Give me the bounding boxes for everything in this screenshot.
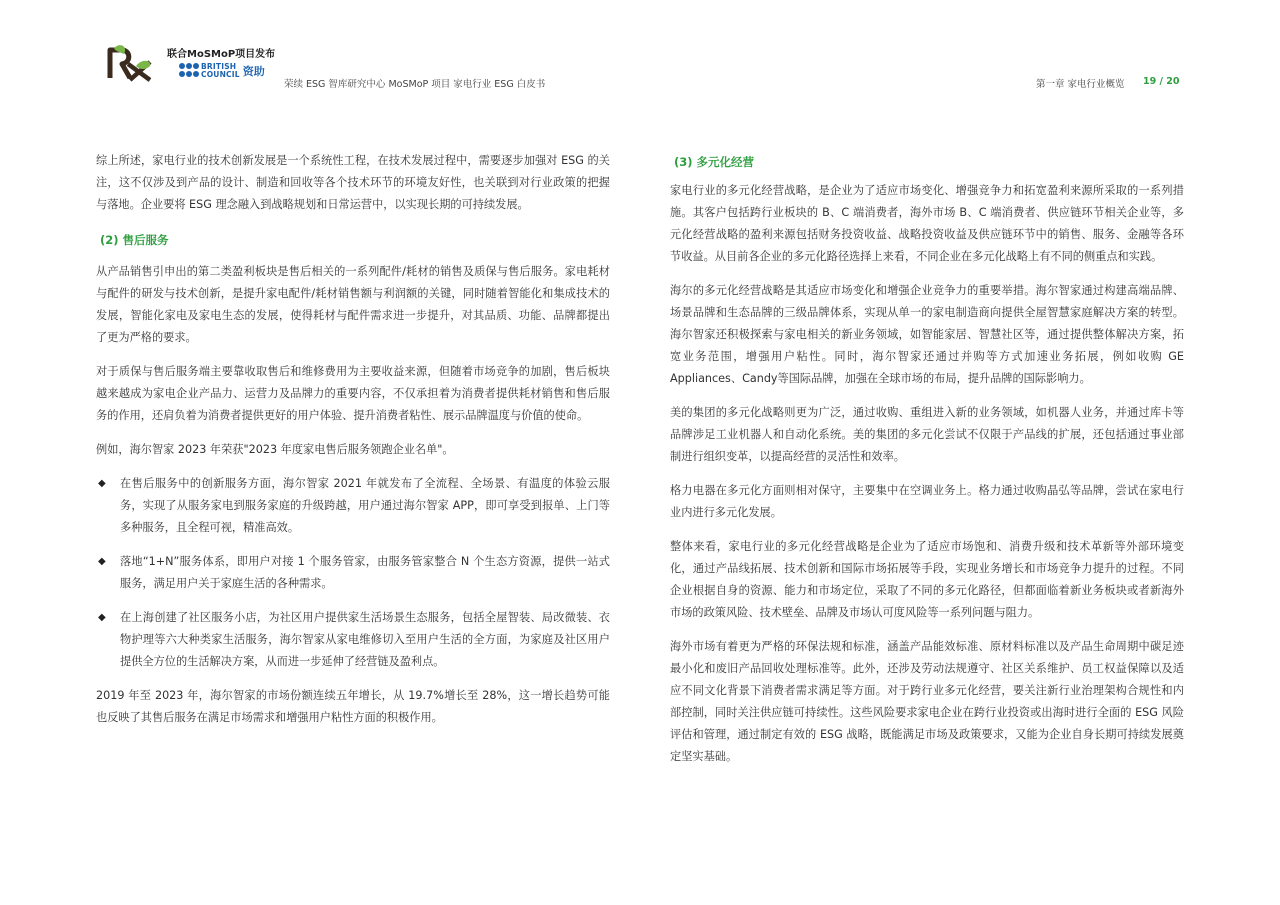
bullet-item bbox=[96, 473, 610, 539]
bullet-text: 落地“1+N”服务体系，即用户对接 1 个服务管家，由服务管家整合 N 个生态方资源，提供一站式服务，满足用户关于家庭生活的各种需求。 bbox=[120, 555, 610, 590]
paragraph: 例如，海尔智家 2023 年荣获"2023 年度家电售后服务领跑企业名单"。 bbox=[96, 443, 454, 456]
paragraph: 对于质保与售后服务端主要靠收取售后和维修费用为主要收益来源，但随着市场竞争的加剧，售后板块越来越成为家电企业产品力、运营力及品牌力的重要内容，不仅承担着为消费者提供耗材销售和售后服务的作用，还肩负着为消费者提供更好的用户体验、提升消费者粘性、展示品牌温度与价值的使命。 bbox=[96, 365, 610, 422]
right-column bbox=[670, 150, 1184, 780]
british-council-logo bbox=[179, 63, 265, 79]
left-column bbox=[96, 150, 610, 741]
section-heading-diversification: (3) 多元化经营 bbox=[674, 155, 755, 169]
funder-label: 资助 bbox=[242, 65, 265, 78]
paragraph: 从产品销售引申出的第二类盈利板块是售后相关的一系列配件/耗材的销售及质保与售后服务。家电耗材与配件的研发与技术创新，是提升家电配件/耗材销售额与利润额的关键，同时随着智能化和集成技术的发展，智能化家电及家电生态的发展，使得耗材与配件需求进一步提升，对其品质、功能、品牌都提出了更为严格的要求。 bbox=[96, 265, 610, 344]
rx-logo-icon bbox=[106, 44, 154, 82]
paragraph: 2019 年至 2023 年，海尔智家的市场份额连续五年增长，从 19.7%增长至 28%，这一增长趋势可能也反映了其售后服务在满足市场需求和增强用户粘性方面的积极作用。 bbox=[96, 689, 610, 724]
diamond-bullet-icon: ◆ bbox=[98, 556, 106, 567]
paragraph: 海外市场有着更为严格的环保法规和标准，涵盖产品能效标准、原材料标准以及产品生命周期中碳足迹最小化和废旧产品回收处理标准等。此外，还涉及劳动法规遵守、社区关系维护、员工权益保障以及适应不同文化背景下消费者需求满足等方面。对于跨行业多元化经营，要关注新行业治理架构合规性和内部控制，同时关注供应链可持续性。这些风险要求家电企业在跨行业投资或出海时进行全面的 ESG 风险评估和管理，通过制定有效的 ESG 战略，既能满足市场及政策要求，又能为企业自身长期可持续发展奠定坚实基础。 bbox=[670, 640, 1184, 763]
diamond-bullet-icon: ◆ bbox=[98, 612, 106, 623]
section-heading-after-sales: (2) 售后服务 bbox=[100, 233, 169, 247]
british-council-dots-icon bbox=[179, 63, 199, 79]
chapter-title: 第一章 家电行业概览 bbox=[1036, 79, 1125, 90]
publish-label: 联合MoSMoP项目发布 bbox=[167, 49, 276, 60]
bullet-list bbox=[96, 473, 610, 673]
bullet-text: 在上海创建了社区服务小店，为社区用户提供家生活场景生态服务，包括全屋智装、局改微装、衣物护理等六大种类家生活服务，海尔智家从家电维修切入至用户生活的全方面，为家庭及社区用户提供全方位的生活解决方案，从而进一步延伸了经营链及盈利点。 bbox=[120, 611, 610, 668]
paragraph: 家电行业的多元化经营战略，是企业为了适应市场变化、增强竞争力和拓宽盈利来源所采取的一系列措施。其客户包括跨行业板块的 B、C 端消费者，海外市场 B、C 端消费者、供应链环节相关企业等，多元化经营战略的盈利来源包括财务投资收益、战略投资收益及供应链环节中的销售、服务、金融等各环节收益。从目前各企业的多元化路径选择上来看，不同企业在多元化战略上有不同的侧重点和实践。 bbox=[670, 184, 1184, 263]
paragraph: 海尔的多元化经营战略是其适应市场变化和增强企业竞争力的重要举措。海尔智家通过构建高端品牌、场景品牌和生态品牌的三级品牌体系，实现从单一的家电制造商向提供全屋智慧家庭解决方案的转型。海尔智家还积极探索与家电相关的新业务领域，如智能家居、智慧社区等，通过提供整体解决方案，拓宽业务范围，增强用户粘性。同时，海尔智家还通过并购等方式加速业务拓展，例如收购 GE Appliances、Candy等国际品牌，加强在全球市场的布局，提升品牌的国际影响力。 bbox=[670, 284, 1184, 385]
page-header bbox=[0, 0, 1280, 110]
page-number: 19 / 20 bbox=[1143, 76, 1180, 87]
bullet-item bbox=[96, 551, 610, 595]
bullet-item bbox=[96, 607, 610, 673]
paragraph: 整体来看，家电行业的多元化经营战略是企业为了适应市场饱和、消费升级和技术革新等外部环境变化，通过产品线拓展、技术创新和国际市场拓展等手段，实现业务增长和市场竞争力提升的过程。不同企业根据自身的资源、能力和市场定位，采取了不同的多元化路径，但都面临着新业务板块或者新海外市场的政策风险、技术壁垒、品牌及市场认可度风险等一系列问题与阻力。 bbox=[670, 540, 1184, 619]
diamond-bullet-icon: ◆ bbox=[98, 478, 106, 489]
document-subtitle: 荣续 ESG 智库研究中心 MoSMoP 项目 家电行业 ESG 白皮书 bbox=[284, 79, 546, 90]
intro-paragraph: 综上所述，家电行业的技术创新发展是一个系统性工程，在技术发展过程中，需要逐步加强对 ESG 的关注，这不仅涉及到产品的设计、制造和回收等各个技术环节的环境友好性，也关联到对行业政策的把握与落地。企业要将 ESG 理念融入到战略规划和日常运营中，以实现长期的可持续发展。 bbox=[96, 154, 610, 211]
bullet-text: 在售后服务中的创新服务方面，海尔智家 2021 年就发布了全流程、全场景、有温度的体验云服务，实现了从服务家电到服务家庭的升级跨越，用户通过海尔智家 APP，即可享受到报单、上门等多种服务，且全程可视，精准高效。 bbox=[120, 477, 610, 534]
funder-name: BRITISH COUNCIL bbox=[201, 62, 240, 79]
paragraph: 格力电器在多元化方面则相对保守，主要集中在空调业务上。格力通过收购晶弘等品牌，尝试在家电行业内进行多元化发展。 bbox=[670, 484, 1184, 519]
paragraph: 美的集团的多元化战略则更为广泛，通过收购、重组进入新的业务领域，如机器人业务，并通过库卡等品牌涉足工业机器人和自动化系统。美的集团的多元化尝试不仅限于产品线的扩展，还包括通过事业部制进行组织变革，以提高经营的灵活性和效率。 bbox=[670, 406, 1184, 463]
